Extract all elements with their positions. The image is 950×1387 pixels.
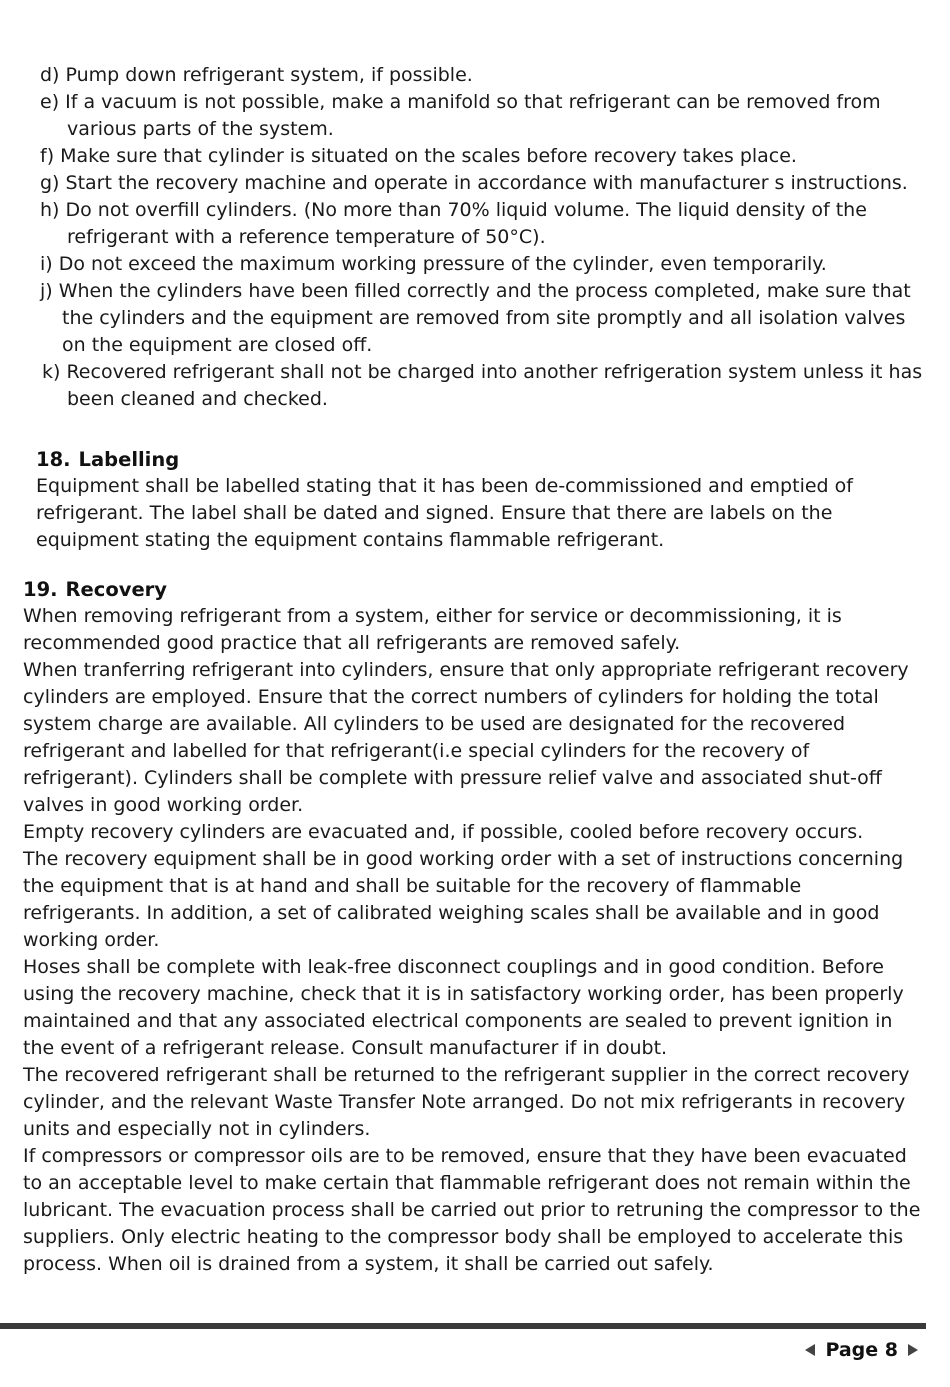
- paragraph: When tranferring refrigerant into cylinders, ensure that only appropriate refrigerant recovery cylinders are employed. Ensure that the correct numbers of cylinders for holding the total system charge are available. All cylinders to be used are designated for the recovered refrigerant and labelled for that refrigerant(i.e special cylinders for the recovery of refrigerant). Cylinders shall be complete with pressure relief valve and associated shut-off valves in good working order.: [23, 659, 909, 816]
- section-recovery: [23, 576, 923, 1278]
- list-item: h) Do not overfill cylinders. (No more than 70% liquid volume. The liquid density of the refrigerant with a reference temperature of 50°C).: [40, 199, 867, 248]
- section-title: Labelling: [78, 448, 180, 471]
- paragraph: The recovered refrigerant shall be returned to the refrigerant supplier in the correct recovery cylinder, and the relevant Waste Transfer Note arranged. Do not mix refrigerants in recovery units and especially not in cylinders.: [23, 1064, 910, 1140]
- previous-page-icon[interactable]: [805, 1344, 815, 1356]
- list-item: i) Do not exceed the maximum working pressure of the cylinder, even temporarily.: [40, 253, 827, 275]
- page-footer: [805, 1337, 918, 1363]
- list-item: e) If a vacuum is not possible, make a manifold so that refrigerant can be removed from various parts of the system.: [40, 91, 881, 140]
- list-item: g) Start the recovery machine and operate in accordance with manufacturer s instructions.: [40, 172, 908, 194]
- section-heading: [36, 446, 916, 473]
- list-item: k) Recovered refrigerant shall not be charged into another refrigeration system unless it has been cleaned and checked.: [42, 361, 923, 410]
- list-item: j) When the cylinders have been filled correctly and the process completed, make sure that the cylinders and the equipment are removed from site promptly and all isolation valves on the equipment are closed off.: [40, 280, 911, 356]
- footer-divider: [0, 1323, 926, 1329]
- next-page-icon[interactable]: [908, 1344, 918, 1356]
- paragraph: Empty recovery cylinders are evacuated and, if possible, cooled before recovery occurs.: [23, 821, 864, 843]
- paragraph: If compressors or compressor oils are to be removed, ensure that they have been evacuated to an acceptable level to make certain that flammable refrigerant does not remain within the lubricant. The evacuation process shall be carried out prior to retruning the compressor to the suppliers. Only electric heating to the compressor body shall be employed to accelerate this process. When oil is drained from a system, it shall be carried out safely.: [23, 1145, 921, 1275]
- list-item: d) Pump down refrigerant system, if possible.: [40, 64, 473, 86]
- list-item: f) Make sure that cylinder is situated on the scales before recovery takes place.: [40, 145, 797, 167]
- section-title: Recovery: [65, 578, 168, 601]
- paragraph: Hoses shall be complete with leak-free disconnect couplings and in good condition. Before using the recovery machine, check that it is in satisfactory working order, has been properly maintained and that any associated electrical components are sealed to prevent ignition in the event of a refrigerant release. Consult manufacturer if in doubt.: [23, 956, 904, 1059]
- paragraph: When removing refrigerant from a system, either for service or decommissioning, it is recommended good practice that all refrigerants are removed safely.: [23, 605, 842, 654]
- page-number: Page 8: [825, 1339, 898, 1361]
- section-number: 19.: [23, 578, 58, 601]
- section-labelling: [36, 446, 916, 554]
- instruction-list: [0, 62, 950, 413]
- section-heading: [23, 576, 923, 603]
- section-body: Equipment shall be labelled stating that it has been de-commissioned and emptied of refrigerant. The label shall be dated and signed. Ensure that there are labels on the equipment stating the equipment contains flammable refrigerant.: [36, 475, 853, 551]
- paragraph: The recovery equipment shall be in good working order with a set of instructions concerning the equipment that is at hand and shall be suitable for the recovery of flammable refrigerants. In addition, a set of calibrated weighing scales shall be available and in good working order.: [23, 848, 904, 951]
- section-number: 18.: [36, 448, 71, 471]
